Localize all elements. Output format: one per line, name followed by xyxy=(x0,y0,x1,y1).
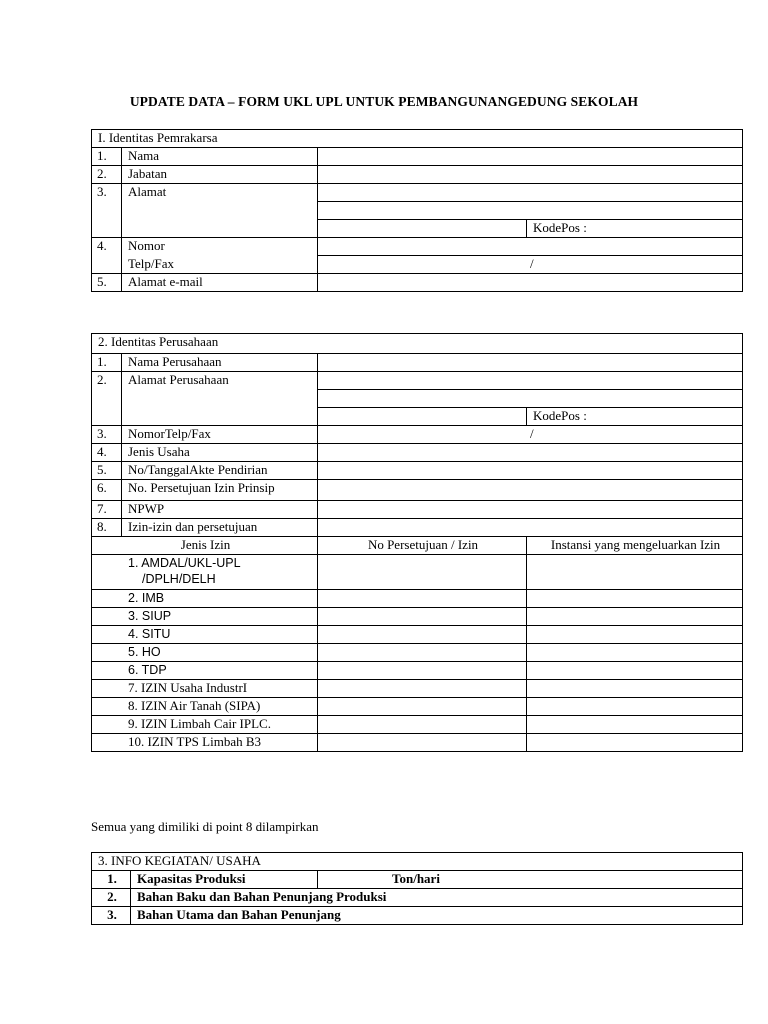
instansi-input[interactable] xyxy=(527,644,743,662)
izin-item: 10. IZIN TPS Limbah B3 xyxy=(92,734,318,752)
instansi-input[interactable] xyxy=(527,555,743,590)
alamat-perusahaan-input-line-2[interactable] xyxy=(318,390,743,408)
no-persetujuan-input[interactable] xyxy=(318,626,527,644)
izin-item-label: /DPLH/DELH xyxy=(142,572,216,586)
kodepos-input[interactable]: KodePos : xyxy=(527,220,743,238)
attachment-note: Semua yang dimiliki di point 8 dilampirkan xyxy=(91,819,319,834)
column-header-no-persetujuan: No Persetujuan / Izin xyxy=(318,537,527,555)
telp-fax-input[interactable]: / xyxy=(318,426,743,444)
field-label: Bahan Utama dan Bahan Penunjang xyxy=(131,907,743,925)
row-number: 6. xyxy=(92,480,122,501)
field-label: Jabatan xyxy=(122,166,318,184)
no-persetujuan-input[interactable] xyxy=(318,555,527,590)
izin-item-label: 1. AMDAL/UKL-UPL xyxy=(128,556,241,570)
field-label: Alamat Perusahaan xyxy=(122,372,318,390)
field-label: Bahan Baku dan Bahan Penunjang Produksi xyxy=(131,889,743,907)
izin-item xyxy=(92,555,318,590)
alamat-input-line-2[interactable] xyxy=(318,202,743,220)
field-label: Telp/Fax xyxy=(122,256,318,274)
row-number: 5. xyxy=(92,274,122,292)
document-title: UPDATE DATA – FORM UKL UPL UNTUK PEMBANGUNANGEDUNG SEKOLAH xyxy=(129,94,639,109)
instansi-input[interactable] xyxy=(527,698,743,716)
nomor-input[interactable] xyxy=(318,238,743,256)
section-header: 3. INFO KEGIATAN/ USAHA xyxy=(92,853,743,871)
no-persetujuan-input[interactable] xyxy=(318,662,527,680)
instansi-input[interactable] xyxy=(527,662,743,680)
identitas-pemrakarsa-table xyxy=(91,129,743,292)
jenis-usaha-input[interactable] xyxy=(318,444,743,462)
section-header: 2. Identitas Perusahaan xyxy=(92,334,743,354)
instansi-input[interactable] xyxy=(527,590,743,608)
field-label: NomorTelp/Fax xyxy=(122,426,318,444)
izin-item: 5. HO xyxy=(92,644,318,662)
no-persetujuan-input[interactable] xyxy=(318,698,527,716)
instansi-input[interactable] xyxy=(527,680,743,698)
row-number: 2. xyxy=(92,372,122,390)
row-number: 3. xyxy=(92,184,122,202)
no-persetujuan-input[interactable] xyxy=(318,734,527,752)
row-number: 2. xyxy=(92,889,131,907)
email-input[interactable] xyxy=(318,274,743,292)
field-label: Izin-izin dan persetujuan xyxy=(122,519,318,537)
info-kegiatan-table xyxy=(91,852,743,925)
akte-pendirian-input[interactable] xyxy=(318,462,743,480)
column-header-jenis-izin: Jenis Izin xyxy=(92,537,318,555)
row-number: 7. xyxy=(92,501,122,519)
field-label: Nomor xyxy=(122,238,318,256)
instansi-input[interactable] xyxy=(527,716,743,734)
column-header-instansi: Instansi yang mengeluarkan Izin xyxy=(527,537,743,555)
izin-item: 4. SITU xyxy=(92,626,318,644)
kapasitas-unit[interactable]: Ton/hari xyxy=(318,871,743,889)
identitas-perusahaan-table xyxy=(91,333,743,752)
row-number: 1. xyxy=(92,354,122,372)
npwp-input[interactable] xyxy=(318,501,743,519)
no-persetujuan-input[interactable] xyxy=(318,608,527,626)
izin-item: 8. IZIN Air Tanah (SIPA) xyxy=(92,698,318,716)
row-number: 3. xyxy=(92,907,131,925)
izin-item: 9. IZIN Limbah Cair IPLC. xyxy=(92,716,318,734)
telp-fax-input[interactable]: / xyxy=(318,256,743,274)
row-number: 8. xyxy=(92,519,122,537)
row-number: 4. xyxy=(92,444,122,462)
field-label: NPWP xyxy=(122,501,318,519)
instansi-input[interactable] xyxy=(527,734,743,752)
field-label: Jenis Usaha xyxy=(122,444,318,462)
row-number: 2. xyxy=(92,166,122,184)
nama-input[interactable] xyxy=(318,148,743,166)
field-label: No/TanggalAkte Pendirian xyxy=(122,462,318,480)
field-label: Nama xyxy=(122,148,318,166)
izin-item: 3. SIUP xyxy=(92,608,318,626)
izin-prinsip-input[interactable] xyxy=(318,480,743,501)
row-number: 5. xyxy=(92,462,122,480)
instansi-input[interactable] xyxy=(527,608,743,626)
izin-item: 6. TDP xyxy=(92,662,318,680)
alamat-input-line-1[interactable] xyxy=(318,184,743,202)
field-label: Nama Perusahaan xyxy=(122,354,318,372)
izin-item: 7. IZIN Usaha IndustrI xyxy=(92,680,318,698)
field-label: Alamat e-mail xyxy=(122,274,318,292)
field-label: No. Persetujuan Izin Prinsip xyxy=(122,480,318,501)
alamat-input-line-3[interactable] xyxy=(318,220,527,238)
row-number: 1. xyxy=(92,148,122,166)
jabatan-input[interactable] xyxy=(318,166,743,184)
kodepos-input[interactable]: KodePos : xyxy=(527,408,743,426)
row-number: 4. xyxy=(92,238,122,256)
field-label: Kapasitas Produksi xyxy=(131,871,318,889)
row-number: 1. xyxy=(92,871,131,889)
izin-item: 2. IMB xyxy=(92,590,318,608)
no-persetujuan-input[interactable] xyxy=(318,680,527,698)
section-header: I. Identitas Pemrakarsa xyxy=(92,130,743,148)
instansi-input[interactable] xyxy=(527,626,743,644)
nama-perusahaan-input[interactable] xyxy=(318,354,743,372)
no-persetujuan-input[interactable] xyxy=(318,716,527,734)
alamat-perusahaan-input-line-1[interactable] xyxy=(318,372,743,390)
alamat-perusahaan-input-line-3[interactable] xyxy=(318,408,527,426)
no-persetujuan-input[interactable] xyxy=(318,644,527,662)
no-persetujuan-input[interactable] xyxy=(318,590,527,608)
field-label: Alamat xyxy=(122,184,318,202)
row-number: 3. xyxy=(92,426,122,444)
